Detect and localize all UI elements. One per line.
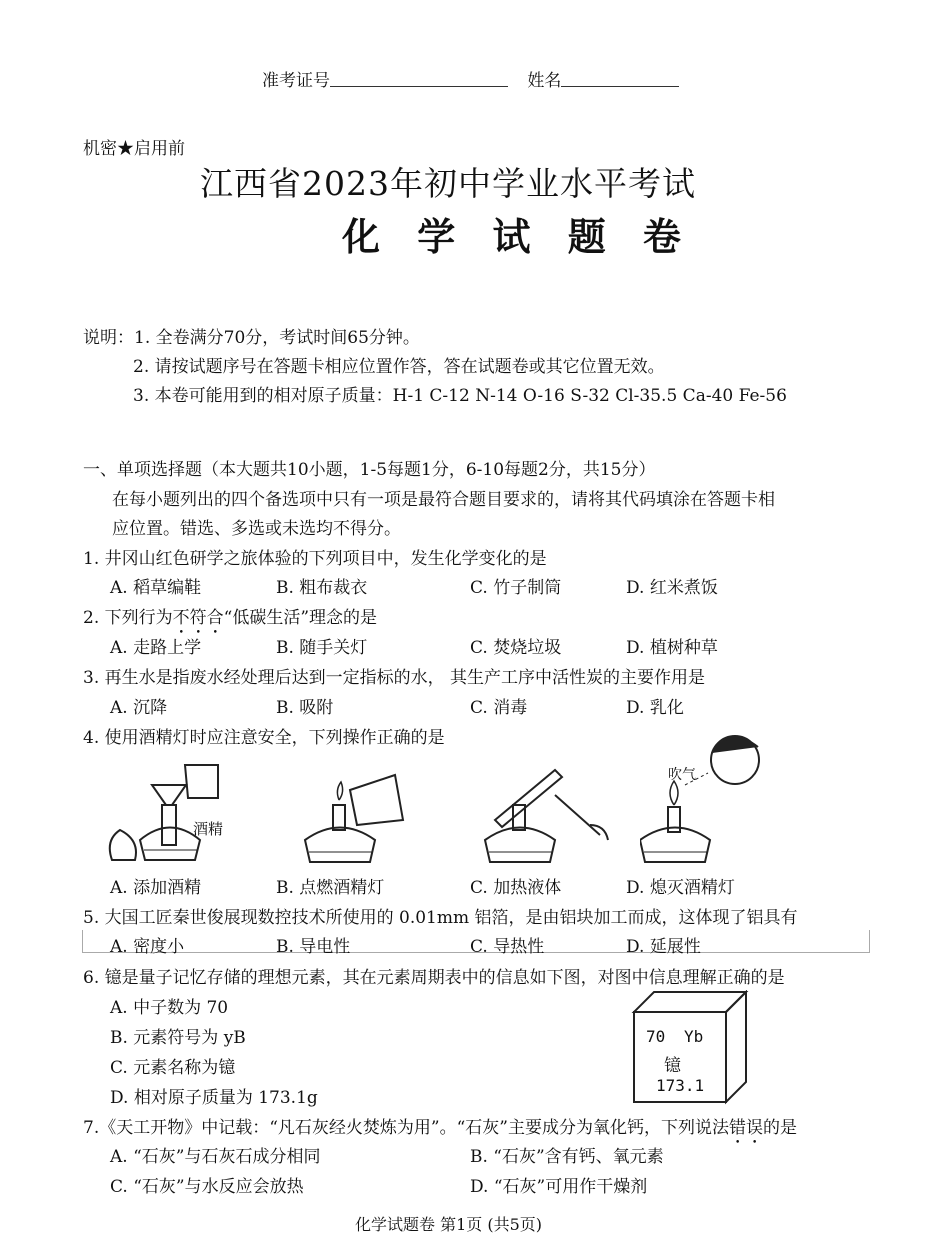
q1-option-b[interactable]: B. 粗布裁衣	[276, 578, 368, 598]
q4-option-a[interactable]: A. 添加酒精	[110, 878, 202, 898]
element-name: 镱	[664, 1056, 681, 1076]
note-1: 说明：1. 全卷满分70分，考试时间65分钟。	[83, 328, 420, 348]
q2-option-a[interactable]: A. 走路上学	[110, 638, 202, 658]
q6-option-c[interactable]: C. 元素名称为镱	[110, 1058, 236, 1078]
q7-stem: 7.《天工开物》中记载：“凡石灰经火焚炼为用”。“石灰”主要成分为氧化钙，下列说法错误的是	[83, 1118, 797, 1138]
q5-option-c[interactable]: C. 导热性	[470, 937, 545, 957]
q7-option-a[interactable]: A. “石灰”与石灰石成分相同	[110, 1147, 321, 1167]
q3-option-d[interactable]: D. 乳化	[626, 698, 684, 718]
q1-option-a[interactable]: A. 稻草编鞋	[110, 578, 202, 598]
q7-option-b[interactable]: B. “石灰”含有钙、氧元素	[470, 1147, 664, 1167]
exam-id-label: 准考证号 姓名	[262, 66, 679, 91]
q3-option-c[interactable]: C. 消毒	[470, 698, 528, 718]
q1-option-c[interactable]: C. 竹子制筒	[470, 578, 562, 598]
q7-option-d[interactable]: D. “石灰”可用作干燥剂	[470, 1177, 648, 1197]
lamp-extinguish-illustration	[640, 725, 770, 870]
page-footer: 化学试题卷 第1页 (共5页)	[355, 1215, 543, 1234]
q6-option-d[interactable]: D. 相对原子质量为 173.1g	[110, 1088, 318, 1108]
note-3: 3. 本卷可能用到的相对原子质量：H-1 C-12 N-14 O-16 S-32 Cl-35.5 Ca-40 Fe-56	[133, 386, 787, 406]
q3-option-b[interactable]: B. 吸附	[276, 698, 334, 718]
q4-option-d[interactable]: D. 熄灭酒精灯	[626, 878, 735, 898]
name-label: 姓名	[527, 71, 562, 91]
lamp-lighting-illustration	[295, 770, 415, 870]
section-heading: 一、单项选择题（本大题共10小题，1-5每题1分，6-10每题2分，共15分）	[83, 460, 656, 480]
element-atomic-number: 70	[646, 1027, 666, 1046]
q1-stem: 1. 井冈山红色研学之旅体验的下列项目中，发生化学变化的是	[83, 549, 547, 569]
q2-option-d[interactable]: D. 植树种草	[626, 638, 718, 658]
exam-subtitle: 化 学 试 题 卷	[342, 214, 693, 259]
lamp-heating-illustration	[480, 765, 620, 870]
section-intro-2: 应位置。错选、多选或未选均不得分。	[112, 519, 401, 539]
q4-option-c[interactable]: C. 加热液体	[470, 878, 562, 898]
exam-id-blank[interactable]	[330, 85, 508, 87]
q4-option-b[interactable]: B. 点燃酒精灯	[276, 878, 385, 898]
q6-stem: 6. 镱是量子记忆存储的理想元素，其在元素周期表中的信息如下图，对图中信息理解正确的是	[83, 968, 785, 988]
q4-stem: 4. 使用酒精灯时应注意安全，下列操作正确的是	[83, 728, 445, 748]
lamp-adding-alcohol-illustration	[100, 760, 240, 870]
q5-option-b[interactable]: B. 导电性	[276, 937, 351, 957]
secret-marker: 机密★启用前	[83, 139, 185, 159]
element-symbol: Yb	[684, 1027, 704, 1046]
element-atomic-mass: 173.1	[656, 1076, 705, 1095]
q2-option-b[interactable]: B. 随手关灯	[276, 638, 368, 658]
q5-stem: 5. 大国工匠秦世俊展现数控技术所使用的 0.01mm 铝箔，是由铝块加工而成，这体现了铝具有	[83, 908, 798, 928]
q3-option-a[interactable]: A. 沉降	[110, 698, 168, 718]
blow-label: 吹气	[668, 767, 696, 783]
q5-option-d[interactable]: D. 延展性	[626, 937, 701, 957]
name-blank[interactable]	[561, 85, 679, 87]
alcohol-label: 酒精	[193, 820, 224, 838]
q5-option-a[interactable]: A. 密度小	[110, 937, 185, 957]
q7-emphasis: 错误	[728, 1118, 763, 1138]
note-2: 2. 请按试题序号在答题卡相应位置作答，答在试题卷或其它位置无效。	[133, 357, 665, 377]
q6-option-b[interactable]: B. 元素符号为 yB	[110, 1028, 246, 1048]
q2-emphasis: 不符合	[172, 608, 224, 628]
q6-option-a[interactable]: A. 中子数为 70	[110, 998, 229, 1018]
exam-title: 江西省2023年初中学业水平考试	[200, 164, 696, 203]
q1-option-d[interactable]: D. 红米煮饭	[626, 578, 718, 598]
q3-stem: 3. 再生水是指废水经处理后达到一定指标的水， 其生产工序中活性炭的主要作用是	[83, 668, 706, 688]
q7-option-c[interactable]: C. “石灰”与水反应会放热	[110, 1177, 304, 1197]
q2-option-c[interactable]: C. 焚烧垃圾	[470, 638, 562, 658]
section-intro-1: 在每小题列出的四个备选项中只有一项是最符合题目要求的，请将其代码填涂在答题卡相	[112, 490, 775, 510]
q2-stem: 2. 下列行为不符合“低碳生活”理念的是	[83, 608, 378, 628]
